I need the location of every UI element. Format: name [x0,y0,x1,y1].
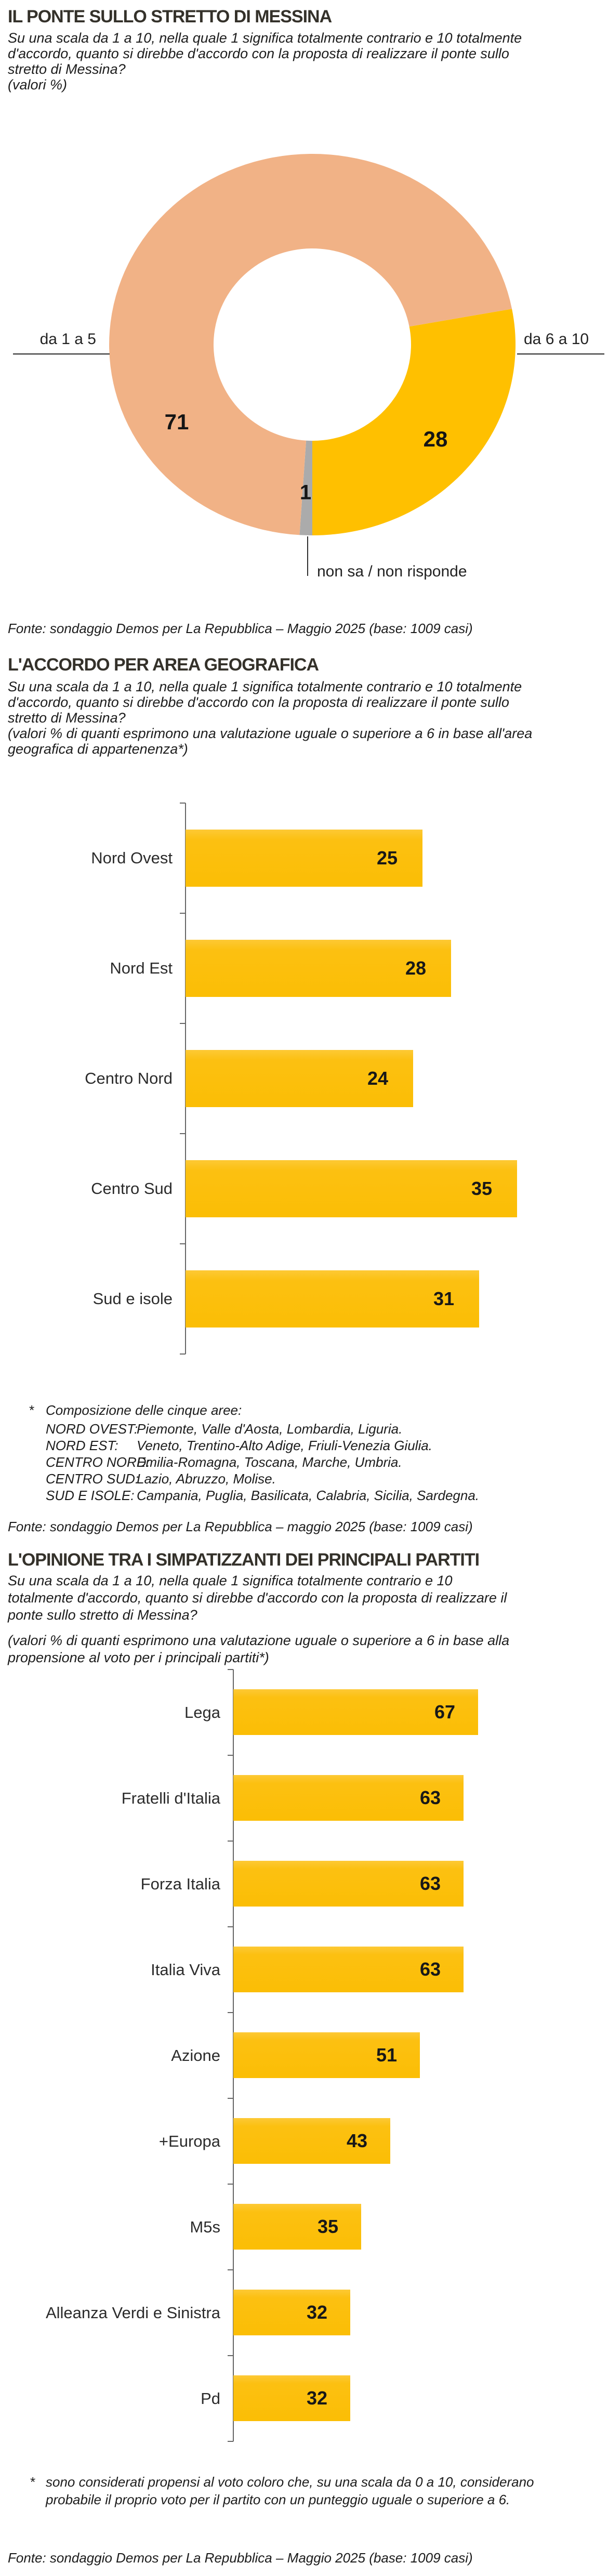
area-regions: Campania, Puglia, Basilicata, Calabria, Sicilia, Sardegna. [137,1488,480,1503]
donut-value-da1a5: 71 [164,410,189,434]
area-name: CENTRO NORD: [46,1454,150,1470]
subtitle-line: (valori % di quanti esprimono una valutazione uguale o superiore a 6 in base alla [8,1633,510,1648]
area-regions: Lazio, Abruzzo, Molise. [137,1471,276,1487]
subtitle-line: Su una scala da 1 a 10, nella quale 1 significa totalmente contrario e 10 totalmente [8,30,522,46]
area-regions: Piemonte, Valle d'Aosta, Lombardia, Liguria. [137,1421,403,1437]
bar-value: 31 [433,1288,454,1309]
section1-subtitle [8,30,522,93]
category-label: Centro Sud [91,1179,173,1198]
category-label: Centro Nord [85,1069,173,1087]
subtitle-line: geografica di appartenenza*) [8,741,188,757]
footnote-star: * [30,2474,35,2490]
bar-value: 43 [346,2130,367,2151]
subtitle-line: d'accordo, quanto si direbbe d'accordo con la proposta di realizzare il ponte sullo [8,694,509,710]
bar-value: 63 [419,1873,441,1894]
footnote-line: sono considerati propensi al voto coloro che, su una scala da 0 a 10, considerano [46,2474,534,2490]
donut-label-da6a10: da 6 a 10 [524,331,589,348]
bar-value: 67 [434,1701,455,1723]
category-label: Azione [171,2046,220,2065]
category-label: Nord Ovest [91,849,173,867]
bar [233,2290,350,2335]
category-label: Lega [184,1703,220,1721]
subtitle-line: (valori % di quanti esprimono una valutazione uguale o superiore a 6 in base all'area [8,726,533,741]
bar [186,1160,517,1217]
section3-title: L'OPINIONE TRA I SIMPATIZZANTI DEI PRINCIPALI PARTITI [8,1550,480,1570]
bar [233,1861,464,1907]
bar [186,1270,479,1328]
source-note-3: Fonte: sondaggio Demos per La Repubblica – Maggio 2025 (base: 1009 casi) [8,2550,473,2566]
category-label: Sud e isole [92,1290,173,1308]
footnote-intro: Composizione delle cinque aree: [46,1402,242,1418]
subtitle-line: stretto di Messina? [8,61,126,77]
bar [186,1050,413,1107]
bar-value: 35 [471,1178,492,1199]
category-label: Nord Est [110,959,173,977]
bar [233,2375,350,2421]
bar [233,1947,464,1992]
area-regions: Emilia-Romagna, Toscana, Marche, Umbria. [137,1454,402,1470]
subtitle-line: stretto di Messina? [8,710,126,726]
section1-title: IL PONTE SULLO STRETTO DI MESSINA [8,7,332,27]
category-label: Forza Italia [140,1874,220,1893]
subtitle-line: ponte sullo stretto di Messina? [8,1607,197,1623]
footnote-star: * [29,1402,34,1418]
bar [233,1775,464,1821]
category-label: Italia Viva [151,1960,220,1979]
area-name: CENTRO SUD: [46,1471,139,1487]
footnote-line: probabile il proprio voto per il partito con un punteggio uguale o superiore a 6. [46,2492,510,2507]
subtitle-line: Su una scala da 1 a 10, nella quale 1 significa totalmente contrario e 10 [8,1573,453,1588]
area-name: SUD E ISOLE: [46,1488,135,1503]
category-label: M5s [190,2217,220,2236]
donut-value-nonsa: 1 [299,481,312,504]
section3-subtitle [8,1572,509,1666]
category-label: +Europa [158,2132,220,2150]
donut-slice [312,309,516,535]
category-label: Fratelli d'Italia [121,1789,220,1807]
bar [186,830,422,887]
bar-value: 63 [419,1787,441,1808]
bar [233,2032,420,2078]
area-regions: Veneto, Trentino-Alto Adige, Friuli-Venezia Giulia. [137,1438,432,1453]
source-note-2: Fonte: sondaggio Demos per La Repubblica – maggio 2025 (base: 1009 casi) [8,1519,473,1534]
category-label: Alleanza Verdi e Sinistra [45,2303,220,2322]
donut-value-da6a10: 28 [423,427,448,451]
bar-value: 35 [317,2216,338,2237]
subtitle-line: Su una scala da 1 a 10, nella quale 1 significa totalmente contrario e 10 totalmente [8,679,522,694]
area-name: NORD OVEST: [46,1421,138,1437]
subtitle-line: totalmente d'accordo, quanto si direbbe d'accordo con la proposta di realizzare il [8,1590,507,1606]
bar [186,940,451,997]
section2-title: L'ACCORDO PER AREA GEOGRAFICA [8,655,319,675]
area-name: NORD EST: [46,1438,118,1453]
section2-subtitle [8,679,532,757]
bar [233,2118,390,2164]
bar-value: 28 [405,957,426,979]
subtitle-line: propensione al voto per i principali partiti*) [8,1650,269,1665]
bar-value: 51 [376,2044,397,2066]
donut-label-nonsa: non sa / non risponde [317,563,467,580]
bar-value: 24 [367,1068,388,1089]
bar-value: 63 [419,1959,441,1980]
source-note-1: Fonte: sondaggio Demos per La Repubblica – Maggio 2025 (base: 1009 casi) [8,621,473,636]
donut-label-da1a5: da 1 a 5 [39,331,96,348]
bar-value: 32 [306,2387,327,2409]
bar-value: 25 [376,847,398,869]
bar [233,2204,361,2250]
subtitle-line: d'accordo, quanto si direbbe d'accordo con la proposta di realizzare il ponte sullo [8,46,509,61]
category-label: Pd [201,2389,220,2408]
bar-value: 32 [306,2302,327,2323]
bar [233,1689,478,1735]
subtitle-line: (valori %) [8,77,68,93]
